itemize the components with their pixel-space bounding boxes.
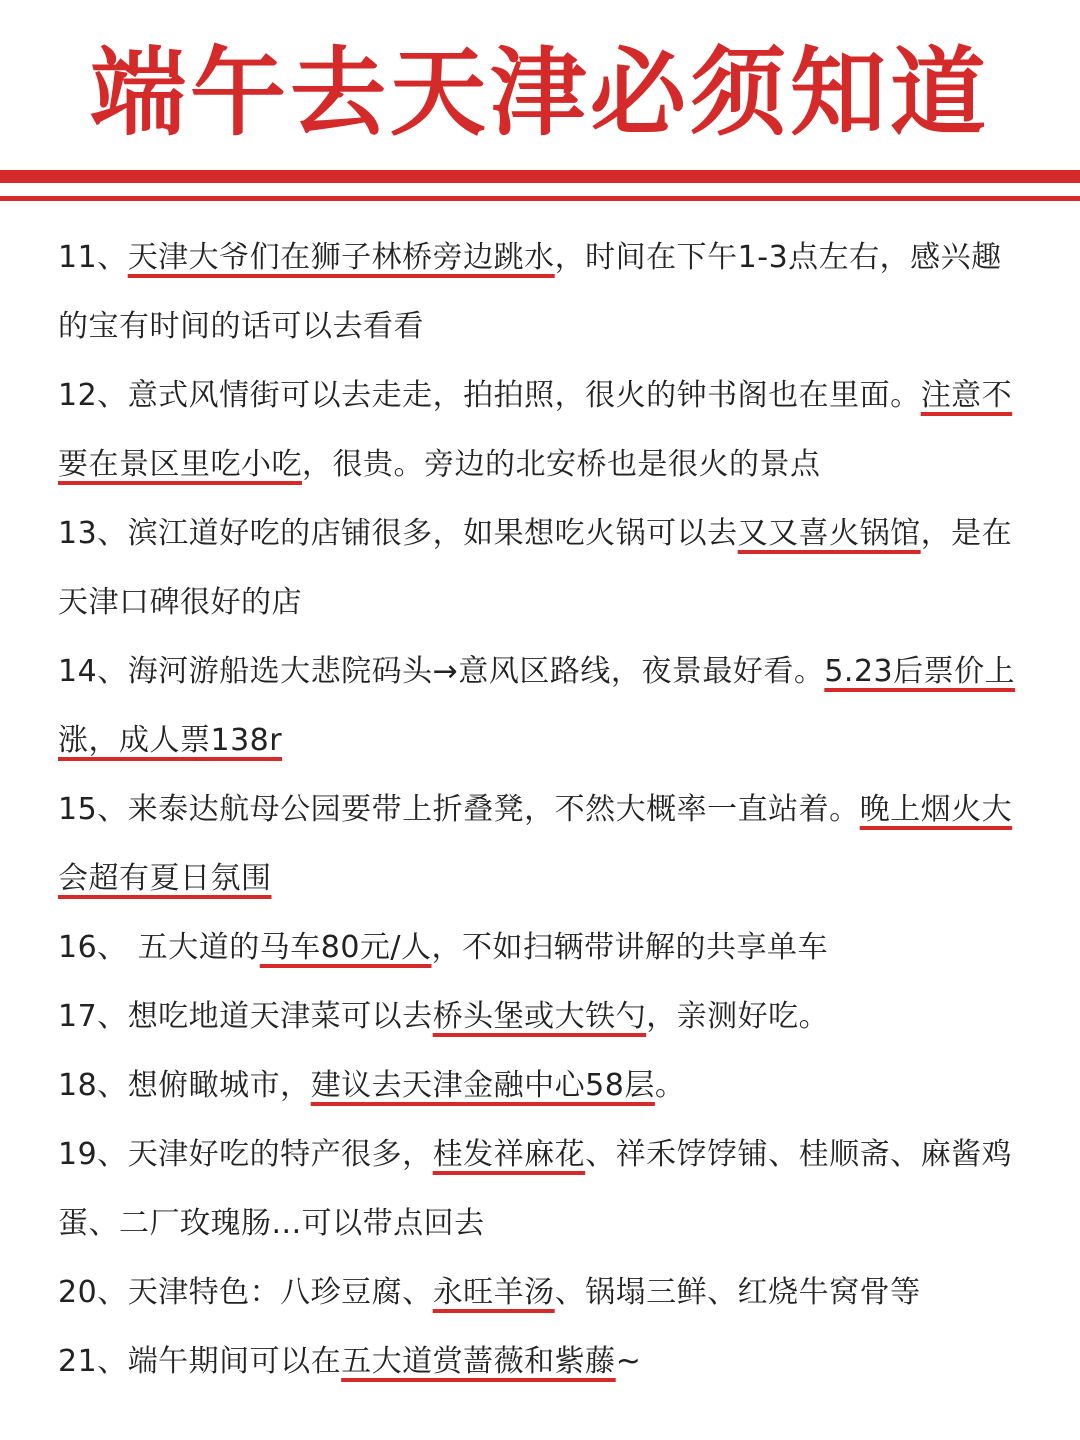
item-text: ，时间在下午1-3点左右，感兴趣的宝有时间的话可以去看看 — [58, 240, 1002, 344]
title-rule-thick — [0, 170, 1080, 183]
item-text: ~ — [615, 1344, 642, 1379]
item-text: 天津好吃的特产很多， — [127, 1137, 433, 1172]
highlighted-text: 又又喜火锅馆 — [737, 516, 921, 551]
item-text: 天津特色：八珍豆腐、 — [127, 1275, 433, 1310]
list-item — [58, 913, 1024, 982]
highlighted-text: 桥头堡或大铁勺 — [432, 999, 647, 1034]
highlighted-text: 五大道赏蔷薇和紫藤 — [341, 1344, 616, 1379]
item-text: 意式风情街可以去走走，拍拍照，很火的钟书阁也在里面。 — [127, 378, 921, 413]
item-text: 想吃地道天津菜可以去 — [127, 999, 433, 1034]
list-item — [58, 1120, 1024, 1258]
list-item — [58, 1327, 1024, 1396]
item-number: 17、 — [58, 999, 128, 1034]
list-item — [58, 223, 1024, 361]
item-text: 滨江道好吃的店铺很多，如果想吃火锅可以去 — [127, 516, 738, 551]
item-text: 来泰达航母公园要带上折叠凳，不然大概率一直站着。 — [127, 792, 860, 827]
title-rule-thin — [0, 196, 1080, 201]
item-text: ，很贵。旁边的北安桥也是很火的景点 — [302, 447, 821, 482]
highlighted-text: 晚上烟火大会超有夏日氛围 — [58, 792, 1013, 896]
list-item — [58, 637, 1024, 775]
item-number: 19、 — [58, 1137, 128, 1172]
page-title: 端午去天津必须知道 — [90, 37, 990, 149]
highlighted-text: 桂发祥麻花 — [432, 1137, 586, 1172]
item-number: 20、 — [58, 1275, 128, 1310]
list-item — [58, 361, 1024, 499]
highlighted-text: 建议去天津金融中心58层 — [310, 1068, 655, 1103]
item-number: 12、 — [58, 378, 128, 413]
item-text: ，亲测好吃。 — [646, 999, 830, 1034]
item-number: 11、 — [58, 240, 128, 275]
item-text: 、祥禾饽饽铺、桂顺斋、麻酱鸡蛋、二厂玫瑰肠...可以带点回去 — [58, 1137, 1013, 1241]
highlighted-text: 天津大爷们在狮子林桥旁边跳水 — [127, 240, 555, 275]
list-item — [58, 775, 1024, 913]
item-text: 想俯瞰城市， — [127, 1068, 311, 1103]
item-text: ，不如扫辆带讲解的共享单车 — [431, 930, 829, 965]
item-text: 五大道的 — [127, 930, 260, 965]
list-item — [58, 1258, 1024, 1327]
item-number: 14、 — [58, 654, 128, 689]
list-item — [58, 982, 1024, 1051]
item-number: 21、 — [58, 1344, 128, 1379]
highlighted-text: 马车80元/人 — [259, 930, 432, 965]
list-item — [58, 1051, 1024, 1120]
tips-list — [58, 223, 1024, 1396]
highlighted-text: 注意不要在景区里吃小吃 — [58, 378, 1013, 482]
item-number: 16、 — [58, 930, 128, 965]
item-number: 18、 — [58, 1068, 128, 1103]
highlighted-text: 5.23后票价上涨，成人票138r — [58, 654, 1016, 758]
item-number: 15、 — [58, 792, 128, 827]
item-text: 。 — [654, 1068, 686, 1103]
item-text: 海河游船选大悲院码头→意风区路线，夜景最好看。 — [127, 654, 825, 689]
item-text: 端午期间可以在 — [127, 1344, 342, 1379]
item-text: ，是在天津口碑很好的店 — [58, 516, 1013, 620]
highlighted-text: 永旺羊汤 — [432, 1275, 555, 1310]
item-text: 、锅塌三鲜、红烧牛窝骨等 — [554, 1275, 921, 1310]
list-item — [58, 499, 1024, 637]
item-number: 13、 — [58, 516, 128, 551]
